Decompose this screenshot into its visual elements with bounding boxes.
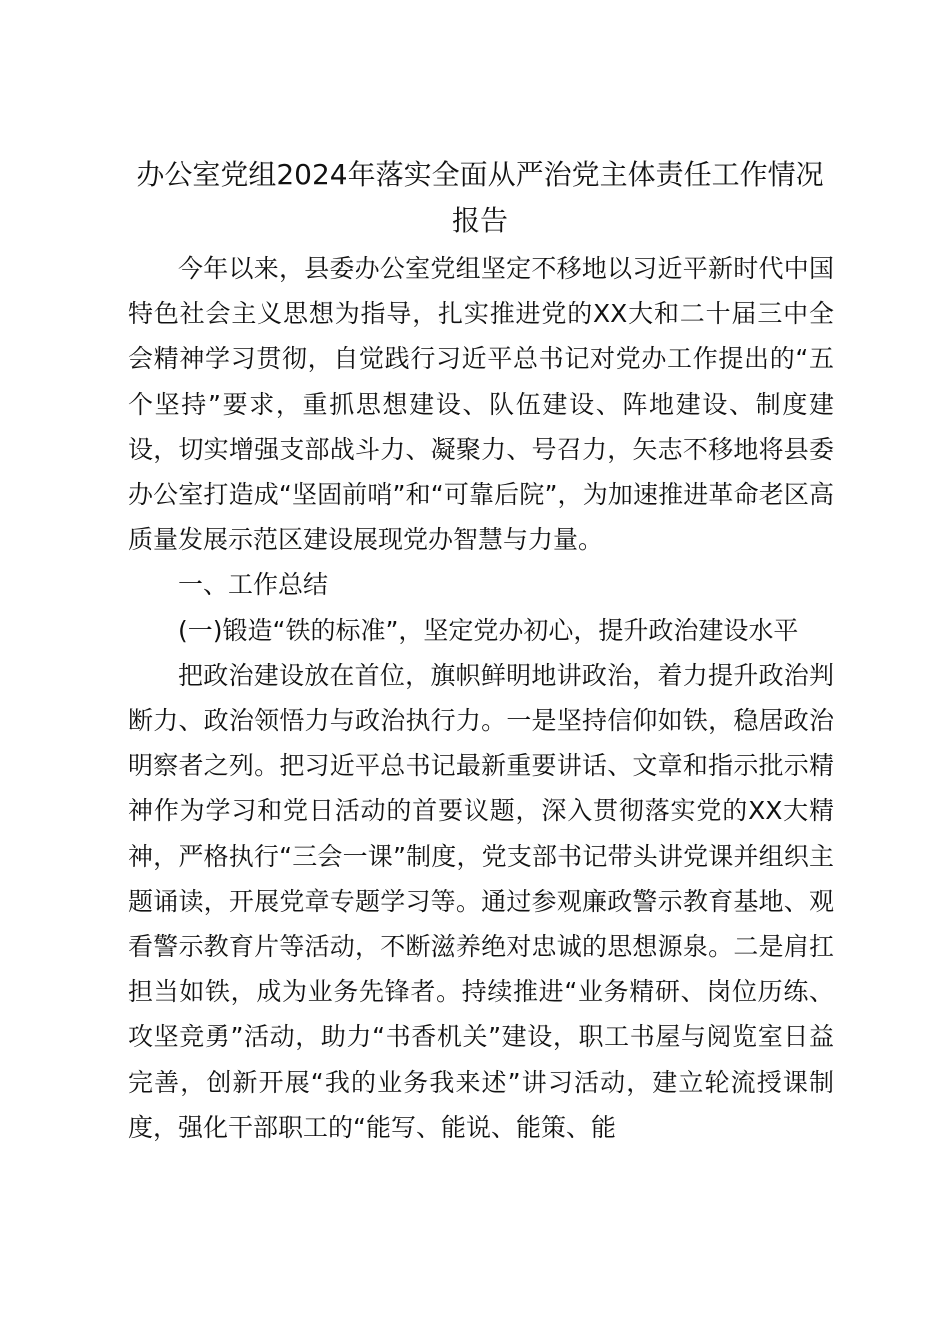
- paragraph-political-building: 把政治建设放在首位，旗帜鲜明地讲政治，着力提升政治判断力、政治领悟力与政治执行力。一是坚持信仰如铁，稳居政治明察者之列。把习近平总书记最新重要讲话、文章和指示批示精神作为学习和党日活动的首要议题，深入贯彻落实党的XX大精神，严格执行“三会一课”制度，党支部书记带头讲党课并组织主题诵读，开展党章专题学习等。通过参观廉政警示教育基地、观看警示教育片等活动，不断滋养绝对忠诚的思想源泉。二是肩扛担当如铁，成为业务先锋者。持续推进“业务精研、岗位历练、攻坚竞勇”活动，助力“书香机关”建设，职工书屋与阅览室日益完善，创新开展“我的业务我来述”讲习活动，建立轮流授课制度，强化干部职工的“能写、能说、能策、能: [128, 660, 834, 1142]
- subsection-heading-political-building: (一)锻造“铁的标准”，坚定党办初心，提升政治建设水平: [178, 615, 799, 645]
- document-body: [128, 246, 834, 1150]
- document-title: 办公室党组2024年落实全面从严治党主体责任工作情况报告: [136, 158, 824, 237]
- paragraph-intro: 今年以来，县委办公室党组坚定不移地以习近平新时代中国特色社会主义思想为指导，扎实推进党的XX大和二十届三中全会精神学习贯彻，自觉践行习近平总书记对党办工作提出的“五个坚持”要求，重抓思想建设、队伍建设、阵地建设、制度建设，切实增强支部战斗力、凝聚力、号召力，矢志不移地将县委办公室打造成“坚固前哨”和“可靠后院”，为加速推进革命老区高质量发展示范区建设展现党办智慧与力量。: [128, 254, 834, 555]
- section-heading-work-summary: 一、工作总结: [178, 570, 329, 600]
